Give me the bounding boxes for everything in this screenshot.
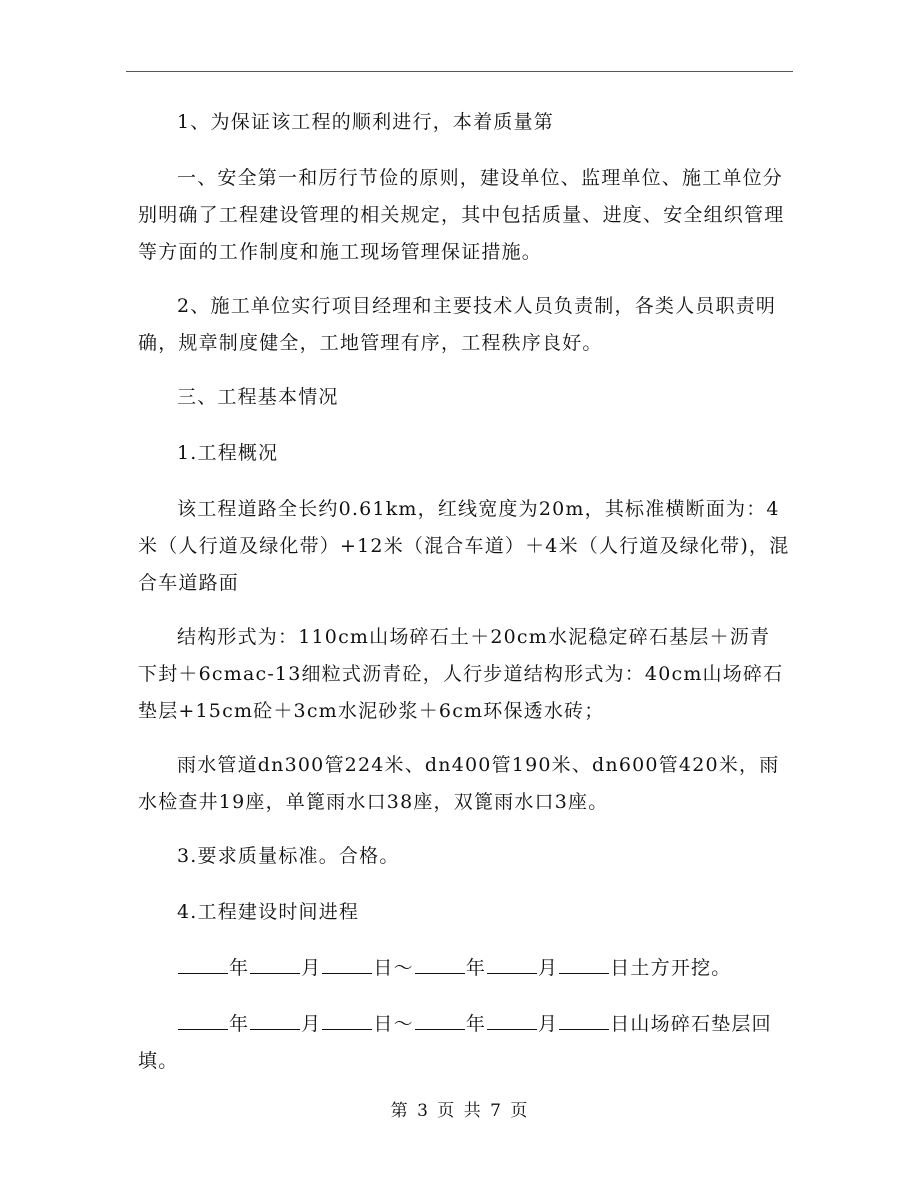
section-heading-3: 三、工程基本情况 (177, 386, 339, 408)
paragraph-3: 2、施工单位实行项目经理和主要技术人员负责制，各类人员职责明确，规章制度健全，工地管理有序，工程秩序良好。 (138, 295, 777, 354)
paragraph-2: 一、安全第一和厉行节俭的原则，建设单位、监理单位、施工单位分别明确了工程建设管理的相关规定，其中包括质量、进度、安全组织管理等方面的工作制度和施工现场管理保证措施。 (138, 167, 785, 263)
blank-field (322, 1009, 372, 1030)
blank-field (415, 953, 465, 974)
blank-field (415, 1009, 465, 1030)
paragraph-quality: 3.要求质量标准。合格。 (177, 845, 400, 867)
blank-field (178, 953, 228, 974)
page-footer: 第 3 页 共 7 页 (390, 1101, 530, 1121)
schedule-line-2: 年 月 日～ 年 月 日山场碎石垫层回填。 (138, 1006, 790, 1080)
blank-field (559, 1009, 609, 1030)
subheading-4: 4.工程建设时间进程 (177, 901, 360, 923)
paragraph-structure: 结构形式为：110cm山场碎石土＋20cm水泥稳定碎石基层＋沥青下封＋6cmac-13细粒式沥青砼，人行步道结构形式为：40cm山场碎石垫层+15cm砼＋3cm水泥砂浆＋6cm环保透水砖； (138, 626, 784, 722)
header-rule (126, 71, 793, 72)
blank-field (487, 953, 537, 974)
blank-field (250, 953, 300, 974)
blank-field (178, 1009, 228, 1030)
blank-field (559, 953, 609, 974)
blank-field (487, 1009, 537, 1030)
paragraph-drainage: 雨水管道dn300管224米、dn400管190米、dn600管420米，雨水检查井19座，单篦雨水口38座，双篦雨水口3座。 (138, 754, 780, 813)
blank-field (322, 953, 372, 974)
schedule-line-1: 年 月 日～ 年 月 日土方开挖。 (138, 950, 790, 987)
paragraph-overview: 该工程道路全长约0.61km，红线宽度为20m，其标准横断面为：4米（人行道及绿化带）+12米（混合车道）＋4米（人行道及绿化带)，混合车道路面 (138, 498, 790, 594)
paragraph-1: 1、为保证该工程的顺利进行，本着质量第 (177, 111, 554, 133)
subheading-1: 1.工程概况 (177, 442, 279, 464)
blank-field (250, 1009, 300, 1030)
document-body (138, 104, 790, 1080)
